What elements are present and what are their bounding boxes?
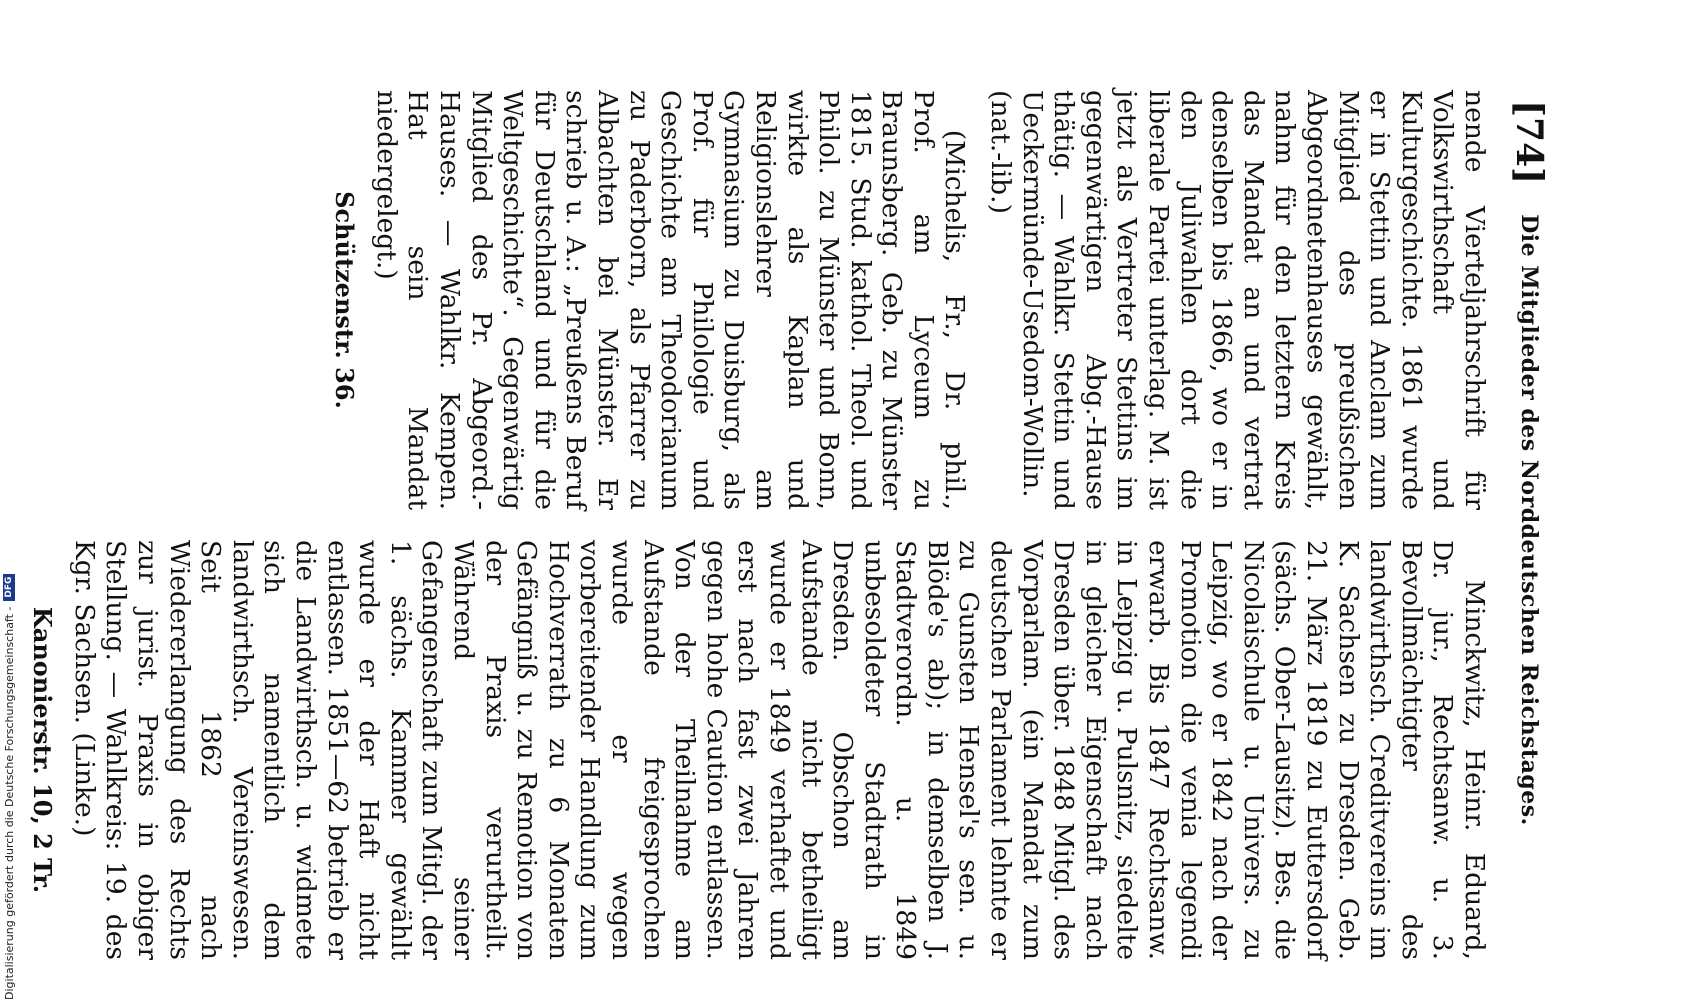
dfg-logo: DFG: [3, 574, 15, 601]
address-footer-left: Schützenstr. 36.: [330, 191, 360, 409]
running-head: Die Mitglieder des Norddeutschen Reichstages.: [1516, 214, 1542, 826]
paragraph-michelis: (Michelis, Fr., Dr. phil., Prof. am Lyceum zu Braunsberg. Geb. zu Münster 1815. Stud. kathol. Theol. und Philol. zu Münster und Bonn, wirkte als Kaplan und Religionslehrer am Gymnasium zu Duisburg, als Prof. für Philologie und Geschichte am Theodorianum zu Paderborn, als Pfarrer zu Albachten bei Münster. Er schrieb u. A.: „Preußens Beruf für Deutschland und für die Weltgeschichte“. Gegenwärtig Mitglied des Pr. Abgeord.-Hauses. — Wahlkr. Kempen. Hat sein Mandat niedergelegt.): [370, 90, 971, 510]
paragraph-gap: [971, 90, 985, 510]
document-page: [28, 80, 1550, 960]
paragraph-minckwitz: Minckwitz, Heinr. Eduard, Dr. jur., Rechtsanw. u. 3. Bevollmächtigter des landwirthsch. Creditvereins im K. Sachsen zu Dresden. Geb. 21. März 1819 zu Euttersdorf (sächs. Ober-Lausitz). Bes. die Nicolaischule u. Univers. zu Leipzig, wo er 1842 nach der Promotion die venia legendi erwarb. Bis 1847 Rechtsanw. in Leipzig u. Pulsnitz, siedelte in gleicher Eigenschaft nach Dresden über. 1848 Mitgl. des Vorparlam. (ein Mandat zum deutschen Parlament lehnte er zu Gunsten Hensel's sen. u. Blöde's ab); in demselben J. Stadtverordn. u. 1849 unbesoldeter Stadtrath in Dresden. Obschon am Aufstande nicht betheiligt wurde er 1849 verhaftet und erst nach fast zwei Jahren gegen hohe Caution entlassen. Von der Theilnahme am Aufstande freigesprochen wurde er wegen vorbereitender Handlung zum Hochverrath zu 6 Monaten Gefängniß u. zu Remotion von der Praxis verurtheilt. Während seiner Gefangenschaft zum Mitgl. der 1. sächs. Kammer gewählt wurde er der Haft nicht entlassen. 1851—62 betrieb er die Landwirthsch. u. widmete sich namentlich dem landwirthsch. Vereinswesen. Seit 1862 nach Wiedererlangung des Rechts zur jurist. Praxis in obiger Stellung. — Wahlkreis: 19. des Kgr. Sachsen. (Linke.): [68, 540, 1490, 960]
digitization-credit: [0, 0, 18, 1000]
left-column: [329, 90, 1490, 510]
paragraph-meier-continuation: nende Vierteljahrschrift für Volkswirthschaft und Kulturgeschichte. 1861 wurde er in Stettin und Anclam zum Mitglied des preußischen Abgeordnetenhauses gewählt, nahm für den letztern Kreis das Mandat an und vertrat denselben bis 1866, wo er in den Juliwahlen dort die liberale Partei unterlag. M. ist jetzt als Vertreter Stettins im gegenwärtigen Abg.-Hause thätig. — Wahlkr. Stettin und Ueckermünde-Usedom-Wollin. (nat.-lib.): [985, 90, 1490, 510]
page-header: [1490, 80, 1550, 960]
credit-text: Digitalisierung gefördert durch die Deutsche Forschungsgemeinschaft -: [2, 606, 16, 1000]
page-number: [74]: [1508, 100, 1550, 185]
address-footer-right: Kanonierstr. 10, 2 Tr.: [28, 606, 58, 894]
right-column: [27, 540, 1490, 960]
